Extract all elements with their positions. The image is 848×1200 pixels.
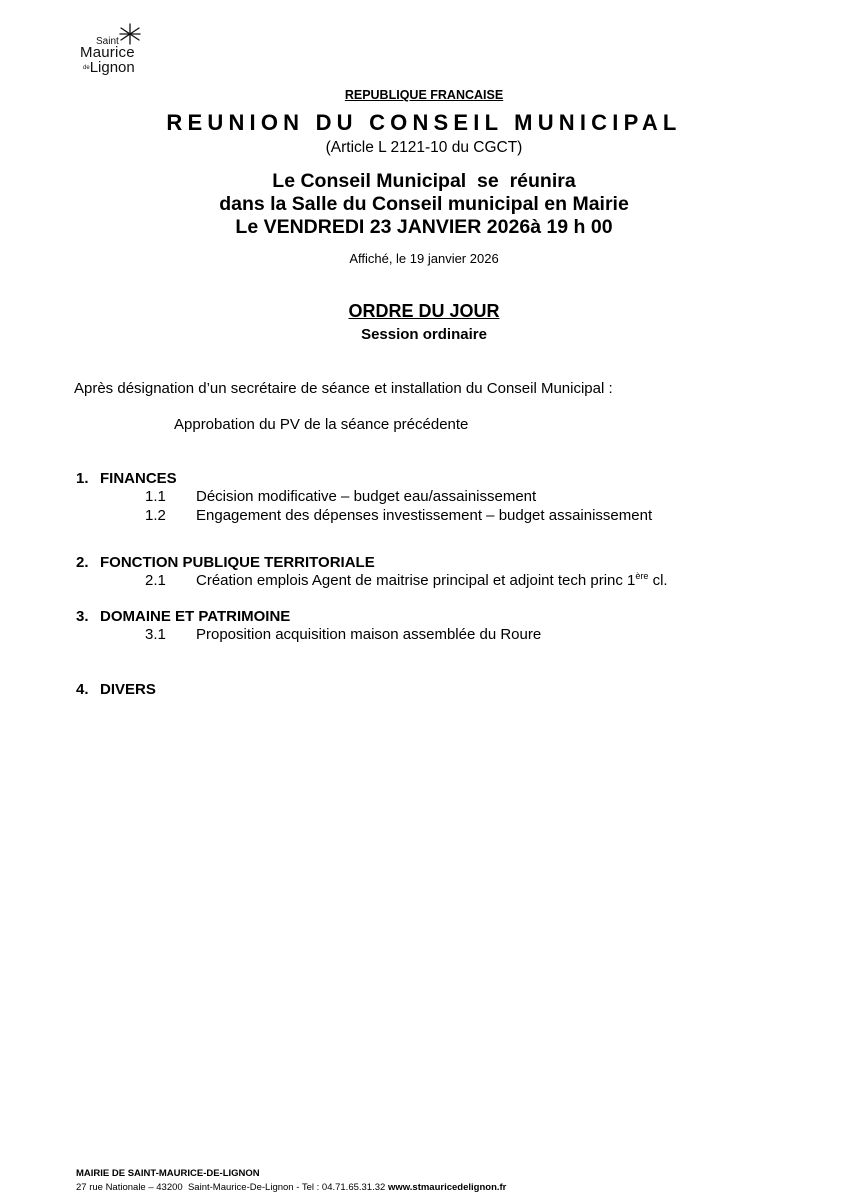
section-number: 4. (76, 681, 89, 698)
item-number: 1.2 (145, 507, 166, 524)
item-number: 3.1 (145, 626, 166, 643)
session-type: Session ordinaire (361, 326, 487, 343)
municipal-logo (70, 22, 160, 78)
convocation-line-1: Le Conseil Municipal se réunira (272, 170, 576, 192)
section-title: FONCTION PUBLIQUE TERRITORIALE (100, 554, 375, 571)
section-title: FINANCES (100, 470, 177, 487)
convocation-line-2: dans la Salle du Conseil municipal en Mairie (219, 193, 629, 215)
item-text: Décision modificative – budget eau/assainissement (196, 488, 537, 505)
agenda-item (145, 572, 668, 589)
logo-lignon: Lignon (89, 59, 135, 76)
footer-address-line (76, 1182, 506, 1193)
item-number: 1.1 (145, 488, 166, 505)
logo-saint: Saint (96, 36, 119, 47)
section-number: 2. (76, 554, 89, 571)
item-text: Proposition acquisition maison assemblée du Roure (196, 626, 542, 643)
logo-maurice: Maurice (80, 44, 135, 61)
section-number: 3. (76, 608, 89, 625)
item-number: 2.1 (145, 572, 166, 589)
section-fonction-publique (76, 554, 375, 571)
item-superscript: ère (635, 571, 649, 581)
logo-lignon-line (83, 59, 135, 76)
item-text: Engagement des dépenses investissement – budget assainissement (196, 507, 653, 524)
section-divers (76, 681, 156, 698)
agenda-item (145, 626, 541, 643)
section-title: DIVERS (100, 681, 156, 698)
footer-title: MAIRIE DE SAINT-MAURICE-DE-LIGNON (76, 1168, 260, 1179)
approval-text: Approbation du PV de la séance précédente (174, 416, 469, 433)
agenda-title: ORDRE DU JOUR (348, 301, 500, 321)
convocation-block (0, 170, 848, 239)
section-title: DOMAINE ET PATRIMOINE (100, 608, 291, 625)
item-suffix: cl. (648, 572, 668, 589)
footer-address: 27 rue Nationale – 43200 Saint-Maurice-De-Lignon - Tel : 04.71.65.31.32 (76, 1182, 388, 1193)
logo-de: de (83, 65, 90, 71)
intro-text: Après désignation d’un secrétaire de séance et installation du Conseil Municipal : (74, 380, 613, 397)
section-number: 1. (76, 470, 89, 487)
republique-heading: REPUBLIQUE FRANCAISE (344, 88, 504, 102)
agenda-item (145, 488, 536, 505)
section-finances (76, 470, 177, 487)
posting-date: Affiché, le 19 janvier 2026 (349, 251, 499, 266)
section-domaine (76, 608, 290, 625)
agenda-item (145, 507, 652, 524)
item-text: Création emplois Agent de maitrise principal et adjoint tech princ 1 (196, 572, 636, 589)
convocation-line-3: Le VENDREDI 23 JANVIER 2026à 19 h 00 (235, 216, 613, 238)
footer-website: www.stmauricedelignon.fr (387, 1182, 507, 1193)
article-reference: (Article L 2121-10 du CGCT) (325, 139, 523, 156)
document-title: REUNION DU CONSEIL MUNICIPAL (166, 110, 682, 135)
